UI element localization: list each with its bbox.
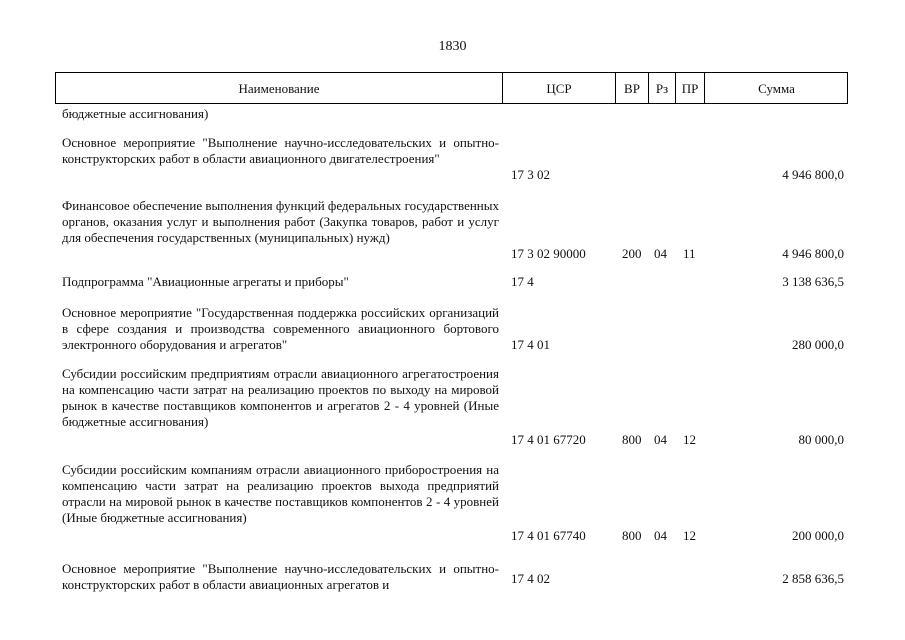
row-csr: 17 3 02 90000	[511, 246, 586, 261]
row-pr: 12	[683, 432, 696, 447]
row-csr: 17 4 02	[511, 571, 550, 586]
row-name: Финансовое обеспечение выполнения функций федеральных государственных органов, оказания услуг и выполнения работ (Закупка товаров, работ и услуг для обеспечения государственных (муниципальных) нужд)	[62, 198, 499, 245]
header-vr: ВР	[624, 81, 640, 96]
row-pr: 11	[683, 246, 696, 261]
row-name: Основное мероприятие "Выполнение научно-исследовательских и опытно-конструкторских работ в области авиационных агрегатов и	[62, 561, 499, 592]
row-vr: 800	[622, 528, 642, 543]
header-pr: ПР	[681, 81, 699, 96]
row-sum: 80 000,0	[798, 432, 844, 447]
row-csr: 17 4 01	[511, 337, 550, 352]
table-header	[55, 72, 848, 104]
row-name: Основное мероприятие "Государственная поддержка российских организаций в сфере создания и производства современного авиационного бортового электронного оборудования и агрегатов"	[62, 305, 499, 352]
row-sum: 3 138 636,5	[782, 274, 844, 289]
row-csr: 17 3 02	[511, 167, 550, 182]
row-rz: 04	[654, 432, 667, 447]
header-name: Наименование	[238, 81, 320, 96]
row-rz: 04	[654, 246, 667, 261]
row-name: Субсидии российским предприятиям отрасли авиационного агрегатостроения на компенсацию части затрат на реализацию проектов по выходу на мировой рынок в качестве поставщиков компонентов и агрегатов 2 - 4 уровней (Иные бюджетные ассигнования)	[62, 366, 499, 429]
row-csr: 17 4 01 67740	[511, 528, 586, 543]
row-sum: 280 000,0	[792, 337, 844, 352]
row-sum: 2 858 636,5	[782, 571, 844, 586]
row-sum: 4 946 800,0	[782, 246, 844, 261]
row-pr: 12	[683, 528, 696, 543]
row-sum: 4 946 800,0	[782, 167, 844, 182]
row-rz: 04	[654, 528, 667, 543]
row-sum: 200 000,0	[792, 528, 844, 543]
header-sum: Сумма	[758, 81, 795, 96]
page-number: 1830	[438, 39, 467, 54]
row-csr: 17 4 01 67720	[511, 432, 586, 447]
row-name: Субсидии российским компаниям отрасли авиационного приборостроения на компенсацию части затрат на реализацию проектов выхода предприятий отрасли на мировой рынок в качестве поставщиков компонентов 2 - 4 уровней (Иные бюджетные ассигнования)	[62, 462, 499, 525]
header-csr: ЦСР	[546, 81, 572, 96]
row-name: Подпрограмма "Авиационные агрегаты и приборы"	[62, 274, 349, 289]
header-rz: Рз	[655, 81, 669, 96]
row-name: бюджетные ассигнования)	[62, 106, 209, 121]
row-vr: 200	[622, 246, 642, 261]
row-vr: 800	[622, 432, 642, 447]
row-name: Основное мероприятие "Выполнение научно-исследовательских и опытно-конструкторских работ в области авиационного двигателестроения"	[62, 135, 499, 166]
row-csr: 17 4	[511, 274, 534, 289]
